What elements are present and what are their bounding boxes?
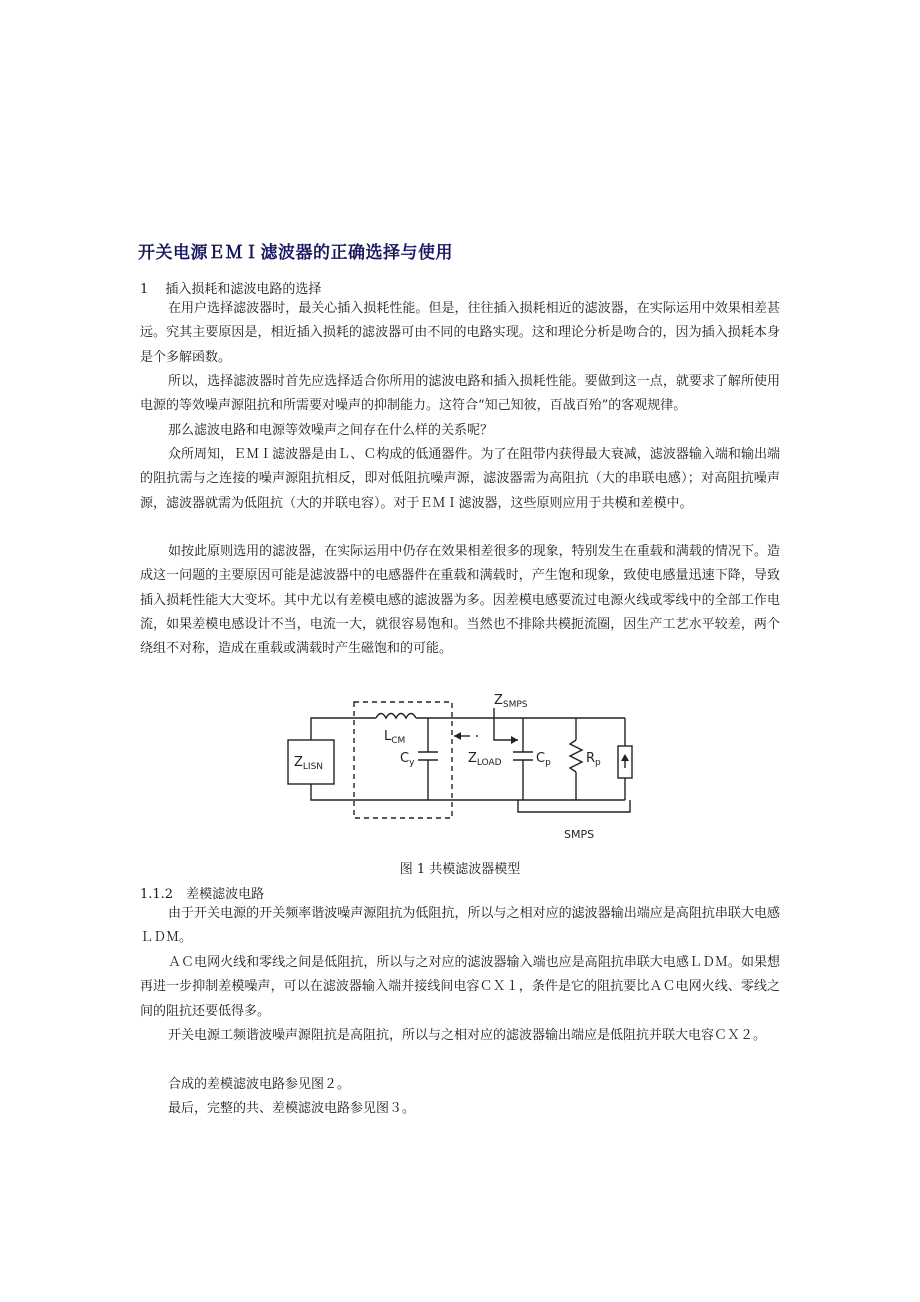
zload-label: $Z_{LOAD}$ — [468, 751, 502, 768]
smps-label: SMPS — [564, 828, 595, 841]
lcm-label: $L_{CM}$ — [384, 729, 406, 746]
paragraph: 合成的差模滤波电路参见图２。 — [168, 1077, 351, 1092]
figure-caption: 图 1 共模滤波器模型 — [399, 862, 521, 877]
z-lisn-label: $Z_{LISN}$ — [294, 755, 324, 772]
cy-label: $C_y$ — [400, 751, 415, 768]
circuit-diagram — [280, 690, 645, 850]
rp-label: $R_p$ — [586, 751, 601, 768]
paragraph: 众所周知，ＥＭＩ滤波器是由Ｌ、Ｃ构成的低通器件。为了在阻带内获得最大衰减，滤波器输入端和输出端的阻抗需与之连接的噪声源阻抗相反，即对低阻抗噪声源，滤波器需为高阻抗（大的串联电感）；对高阻抗噪声源，滤波器就需为低阻抗（大的并联电容）。对于ＥＭＩ滤波器，这些原则应用于共模和差模中。 — [140, 447, 780, 511]
paragraph: ＡＣ电网火线和零线之间是低阻抗，所以与之对应的滤波器输入端也应是高阻抗串联大电感ＬＤＭ。如果想再进一步抑制差模噪声，可以在滤波器输入端并接线间电容ＣＸ１，条件是它的阻抗要比ＡＣ电网火线、零线之间的阻抗还要低得多。 — [140, 955, 780, 1019]
paragraph: 由于开关电源的开关频率谐波噪声源阻抗为低阻抗，所以与之相对应的滤波器输出端应是高阻抗串联大电感ＬＤＭ。 — [140, 906, 780, 946]
document-title: 开关电源ＥＭＩ滤波器的正确选择与使用 — [138, 243, 453, 263]
zsmps-label: $Z_{SMPS}$ — [494, 693, 528, 710]
paragraph: 所以，选择滤波器时首先应选择适合你所用的滤波电路和插入损耗性能。要做到这一点，就要求了解所使用电源的等效噪声源阻抗和所需要对噪声的抑制能力。这符合“知己知彼，百战百殆”的客观规律。 — [140, 374, 780, 414]
section-heading-2: 1.1.2 差模滤波电路 — [140, 887, 265, 902]
paragraph: 在用户选择滤波器时，最关心插入损耗性能。但是，往往插入损耗相近的滤波器，在实际运用中效果相差甚远。究其主要原因是，相近插入损耗的滤波器可由不同的电路实现。这和理论分析是吻合的，因为插入损耗本身是个多解函数。 — [140, 301, 780, 365]
cp-label: $C_p$ — [536, 751, 551, 768]
paragraph: 那么滤波电路和电源等效噪声之间存在什么样的关系呢？ — [168, 423, 494, 438]
paragraph: 如按此原则选用的滤波器，在实际运用中仍存在效果相差很多的现象，特别发生在重载和满载的情况下。造成这一问题的主要原因可能是滤波器中的电感器件在重载和满载时，产生饱和现象，致使电感量迅速下降，导致插入损耗性能大大变坏。其中尤以有差模电感的滤波器为多。因差模电感要流过电源火线或零线中的全部工作电流，如果差模电感设计不当，电流一大，就很容易饱和。当然也不排除共模扼流圈，因生产工艺水平较差，两个绕组不对称，造成在重载或满载时产生磁饱和的可能。 — [140, 544, 780, 657]
paragraph: 最后，完整的共、差模滤波电路参见图３。 — [168, 1101, 416, 1116]
paragraph: 开关电源工频谐波噪声源阻抗是高阻抗，所以与之相对应的滤波器输出端应是低阻抗并联大电容ＣＸ２。 — [168, 1028, 767, 1043]
section-heading-1: 1 插入损耗和滤波电路的选择 — [140, 282, 322, 297]
inductor-lcm — [376, 714, 416, 719]
